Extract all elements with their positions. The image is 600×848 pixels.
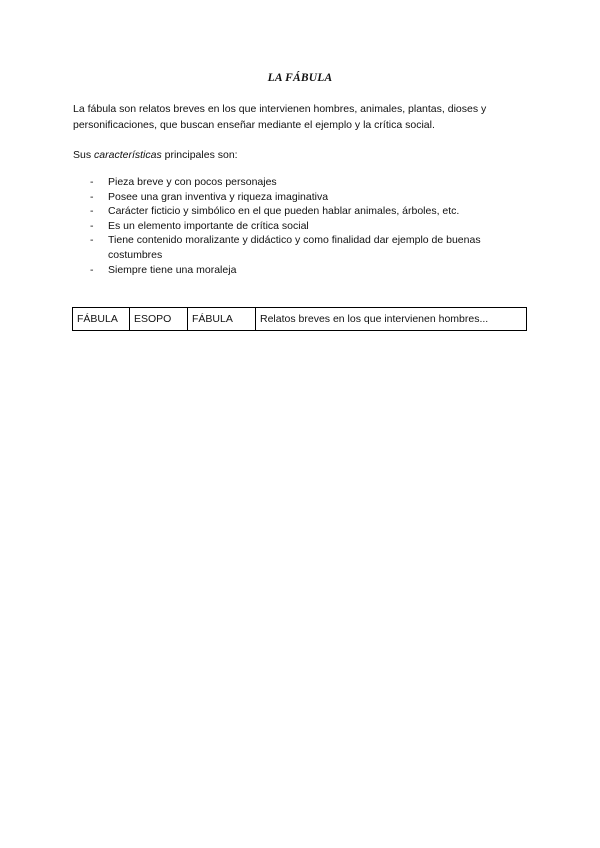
list-item-text: Tiene contenido moralizante y didáctico y como finalidad dar ejemplo de buenas costumbres [108,234,481,261]
table-row [73,308,527,331]
list-item [90,204,520,219]
table-cell-genre: FÁBULA [73,308,130,331]
table-cell-description: Relatos breves en los que intervienen hombres... [256,308,527,331]
list-item-text: Es un elemento importante de crítica social [108,219,309,232]
bullet-dash: - [90,234,94,247]
characteristics-suffix: principales son: [161,149,238,161]
list-item-text: Posee una gran inventiva y riqueza imaginativa [108,190,329,203]
page-title: LA FÁBULA [267,72,333,84]
list-item [90,263,520,278]
characteristics-intro [73,148,238,162]
bullet-dash: - [90,190,94,203]
list-item-text: Carácter ficticio y simbólico en el que pueden hablar animales, árboles, etc. [108,205,460,218]
table-cell-author: ESOPO [130,308,188,331]
bullet-dash: - [90,176,94,188]
bullet-dash: - [90,205,94,218]
list-item-text: Siempre tiene una moraleja [108,263,237,276]
list-item [90,190,520,205]
characteristics-prefix: Sus [73,149,95,161]
intro-paragraph: La fábula son relatos breves en los que intervienen hombres, animales, plantas, dioses y personificaciones, que buscan enseñar mediante el ejemplo y la crítica social. [73,103,487,131]
list-item [90,175,520,190]
bullet-dash: - [90,263,94,276]
characteristics-list [90,175,520,277]
bullet-dash: - [90,219,94,232]
list-item [90,219,520,234]
list-item-text: Pieza breve y con pocos personajes [108,176,277,188]
summary-table [72,307,527,331]
list-item [90,233,520,262]
characteristics-emphasis: características [94,149,162,161]
table-cell-type: FÁBULA [188,308,256,331]
